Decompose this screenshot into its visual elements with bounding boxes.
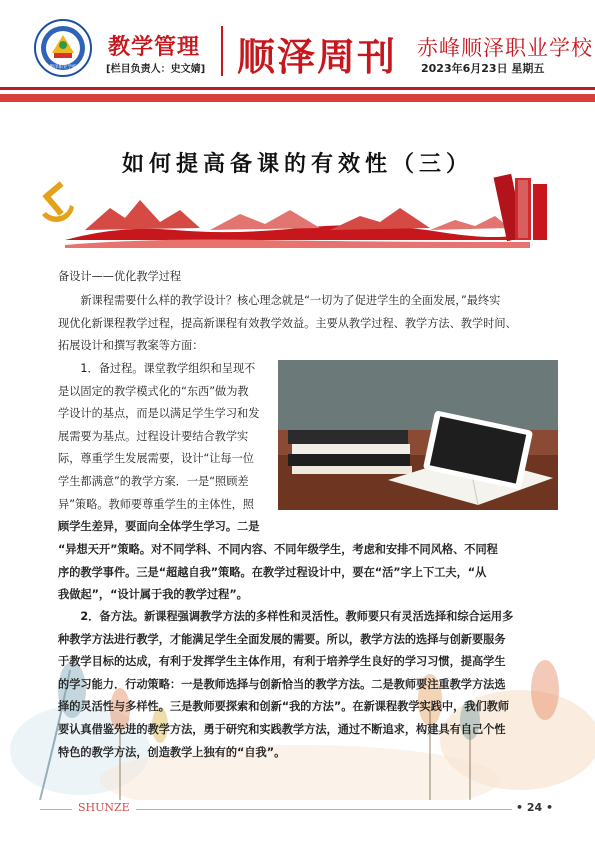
red-books-icon bbox=[494, 174, 547, 241]
paragraph-line: 种教学方法进行教学，才能满足学生全面发展的需要。所以，教学方法的选择与创新要服务 bbox=[58, 632, 506, 646]
paragraph-line: 特色的教学方法，创造教学上独有的“自我”。 bbox=[58, 745, 286, 759]
header-divider bbox=[221, 26, 223, 76]
section-1-paragraph bbox=[58, 358, 280, 539]
paragraph-line: 是以固定的教学模式化的“东西”做为教 bbox=[58, 384, 249, 398]
header-rule bbox=[0, 87, 595, 90]
header-band bbox=[0, 94, 595, 102]
hammer-sickle-icon bbox=[42, 181, 74, 222]
paragraph-line: 择的灵活性与多样性。三是教师要探索和创新“我的方法”。在新课程教学实践中，我们教师 bbox=[58, 700, 510, 714]
paragraph-line: 的学习能力．行动策略：一是教师选择与创新恰当的教学方法。二是教师要注重教学方法选 bbox=[58, 677, 506, 691]
paragraph-line: 于教学目标的达成，有利于发挥学生主体作用，有利于培养学生良好的学习习惯，提高学生 bbox=[58, 655, 506, 669]
section-title: 教学管理 bbox=[108, 35, 201, 60]
issue-date: 2023年6月23日 星期五 bbox=[421, 62, 545, 75]
paper-name: 顺泽周刊 bbox=[237, 35, 398, 79]
paragraph-line: 学设计的基点，而是以满足学生学习和发 bbox=[58, 407, 260, 421]
intro-line: 现优化新课程教学过程，提高新课程有效教学效益。主要从教学过程、教学方法、教学时间、 bbox=[58, 316, 517, 330]
intro-line: 拓展设计和撰写教案等方面： bbox=[58, 339, 204, 353]
paragraph-line: 展需要为基点。过程设计要结合教学实 bbox=[58, 429, 249, 443]
intro-line: 新课程需要什么样的教学设计？核心理念就是“一切为了促进学生的全面发展，”最终实 bbox=[80, 294, 501, 307]
paragraph-line: 1．备过程。课堂教学组织和呈现不 bbox=[80, 362, 256, 375]
paragraph-line: 学生都满意”的教学方案．一是“照顾差 bbox=[58, 474, 249, 488]
page-number: • 24 • bbox=[512, 801, 557, 814]
paragraph-line: 我做起”，“设计属于我的教学过程”。 bbox=[58, 588, 248, 602]
paragraph-line: 要认真借鉴先进的教学方法，勇于研究和实践教学方法，通过不断追求，构建具有自己个性 bbox=[58, 722, 506, 736]
paragraph-line: 顾学生差异，要面向全体学生学习。二是 bbox=[58, 520, 260, 534]
books-and-tablet-photo bbox=[278, 360, 558, 510]
section-1-continued bbox=[58, 539, 558, 607]
logo-text: 顺泽职业学校 bbox=[49, 65, 77, 70]
paragraph-line: 异”策略。教师要尊重学生的主体性，照 bbox=[58, 497, 254, 511]
section-2-paragraph bbox=[58, 606, 558, 764]
title-banner bbox=[0, 170, 595, 250]
paragraph-line: 序的教学事件。三是“超越自我”策略。在教学过程设计中，要在“活”字上下工夫，“从 bbox=[58, 565, 487, 579]
paragraph-line: 际，尊重学生发展需要，设计“让每一位 bbox=[58, 452, 254, 466]
school-logo bbox=[34, 19, 92, 77]
section-editor: [栏目负责人：史文婧] bbox=[106, 64, 206, 75]
paragraph-line: 2．备方法。新课程强调教学方法的多样性和灵活性。教师要只有灵活选择和综合运用多 bbox=[80, 610, 514, 623]
intro-paragraph bbox=[58, 290, 558, 358]
footer-brand: SHUNZE bbox=[72, 801, 136, 814]
paragraph-line: “异想天开”策略。对不同学科、不同内容、不同年级学生，考虑和安排不同风格、不同程 bbox=[58, 543, 498, 556]
article-title: 如何提高备课的有效性（三） bbox=[121, 152, 473, 177]
school-name: 赤峰顺泽职业学校 bbox=[417, 36, 593, 60]
article-subheading: 备设计——优化教学过程 bbox=[58, 270, 182, 283]
